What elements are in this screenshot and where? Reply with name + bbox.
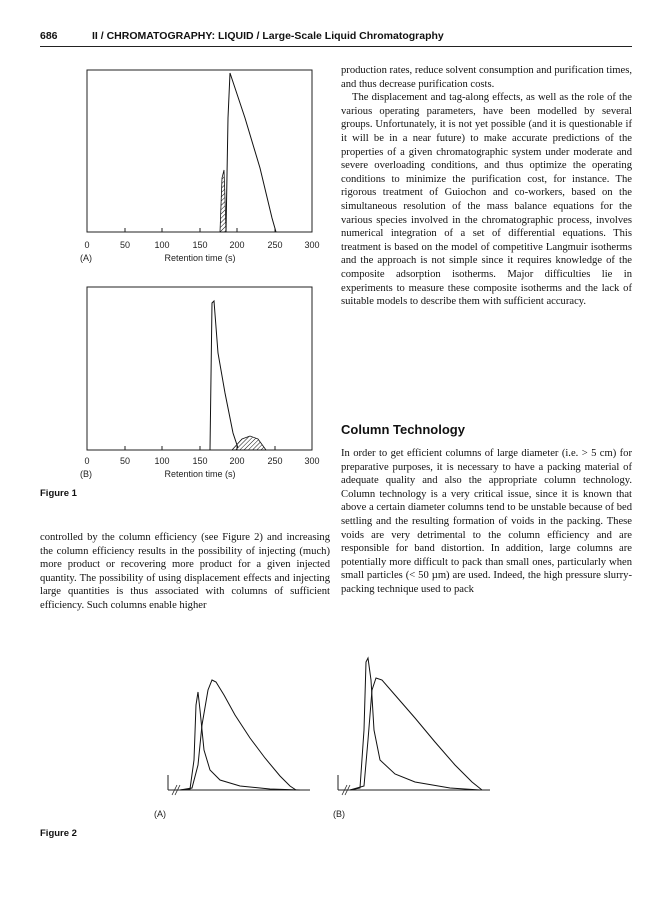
hatched-peak: [220, 170, 226, 232]
figure2-panel-b: [333, 658, 490, 819]
running-title: II / CHROMATOGRAPHY: LIQUID / Large-Scale Liquid Chromatography: [92, 30, 444, 42]
figure1-panel-a: [50, 58, 330, 280]
x-ticks: [87, 228, 312, 232]
plot-frame: [87, 70, 312, 232]
paragraph: controlled by the column efficiency (see Figure 2) and increasing the column efficiency results in the possibility of injecting (much) more product or recovering more product for a given injected quantity. The possibility of using displacement effects and injecting large quantities is thus associated with columns of sufficient efficiency. Such columns enable higher: [40, 532, 330, 611]
hatched-peak: [232, 436, 266, 450]
tick-label: 0: [84, 240, 90, 250]
section-heading: Column Technology: [341, 422, 465, 437]
figure1-panel-b: [50, 283, 330, 483]
paragraph: production rates, reduce solvent consumption and purification times, and thus decrease purification costs.: [341, 65, 632, 90]
x-axis-label: Retention time (s): [164, 253, 236, 263]
tick-label: 100: [154, 456, 170, 466]
tick-label: 50: [119, 456, 131, 466]
plot-frame: [87, 287, 312, 450]
right-column-bottom: [341, 447, 632, 597]
main-peak: [226, 73, 276, 232]
tick-label: 150: [192, 456, 208, 466]
x-axis-label: Retention time (s): [164, 469, 236, 479]
inefficient-column-curve: [350, 678, 482, 790]
tick-label: 300: [304, 456, 320, 466]
paragraph: The displacement and tag-along effects, as well as the role of the various operating parameters, have been modelled by several groups. Unfortunately, it is not yet possible (and it is questionable if it will be in a near future) to make accurate predictions of the properties of a given chromatographic system under moderate and severe overloading conditions, and thus optimize the operating conditions to minimize the purification cost, for instance. The rigorous treatment of Guiochon and co-workers, based on the simultaneous resolution of the mass balance equations for the various species involved in the chromatographic process, involves numerical integration of a set of differential equations. This treatment is based on the model of competitive Langmuir isotherms and the approach is not simple since it requires knowledge of the composite adsorption isotherms. Major difficulties lie in experiments to measure these composite isotherms and the lack of suitable models to describe them with sufficient accuracy.: [341, 92, 632, 308]
panel-label: (A): [154, 809, 166, 819]
tick-label: 200: [229, 456, 245, 466]
page-number: 686: [40, 30, 58, 42]
figure1-caption: Figure 1: [40, 488, 77, 499]
figure2-panel-a: [154, 680, 310, 819]
main-peak: [210, 301, 238, 450]
panel-label: (B): [333, 809, 345, 819]
running-header: [40, 28, 632, 47]
x-ticks: [87, 446, 312, 450]
panel-label: (B): [80, 469, 92, 479]
tick-label: 0: [84, 456, 90, 466]
right-column-top: [341, 64, 632, 309]
efficient-column-curve: [180, 692, 300, 790]
panel-label: (A): [80, 253, 92, 263]
tick-label: 150: [192, 240, 208, 250]
tick-label: 300: [304, 240, 320, 250]
figure2: [150, 650, 510, 825]
left-column: [40, 531, 330, 613]
tick-label: 50: [119, 240, 131, 250]
tick-label: 100: [154, 240, 170, 250]
tick-label: 250: [267, 456, 283, 466]
figure2-caption: Figure 2: [40, 828, 77, 839]
paragraph: In order to get efficient columns of large diameter (i.e. > 5 cm) for preparative purposes, it is necessary to have a packing material of adequate quality and also the appropriate column technology. Column technology is a very critical issue, since it is known that above a certain diameter columns tend to be unstable because of bed settling and the resulting formation of voids in the packing. These voids are very detrimental to the column efficiency and are responsible for band distortion. In addition, large columns are potentially more difficult to pack than small ones, particularly when small particles (< 50 µm) are used. Indeed, the high pressure slurry-packing technique used to pack: [341, 448, 632, 595]
tick-label: 250: [267, 240, 283, 250]
tick-label: 200: [229, 240, 245, 250]
